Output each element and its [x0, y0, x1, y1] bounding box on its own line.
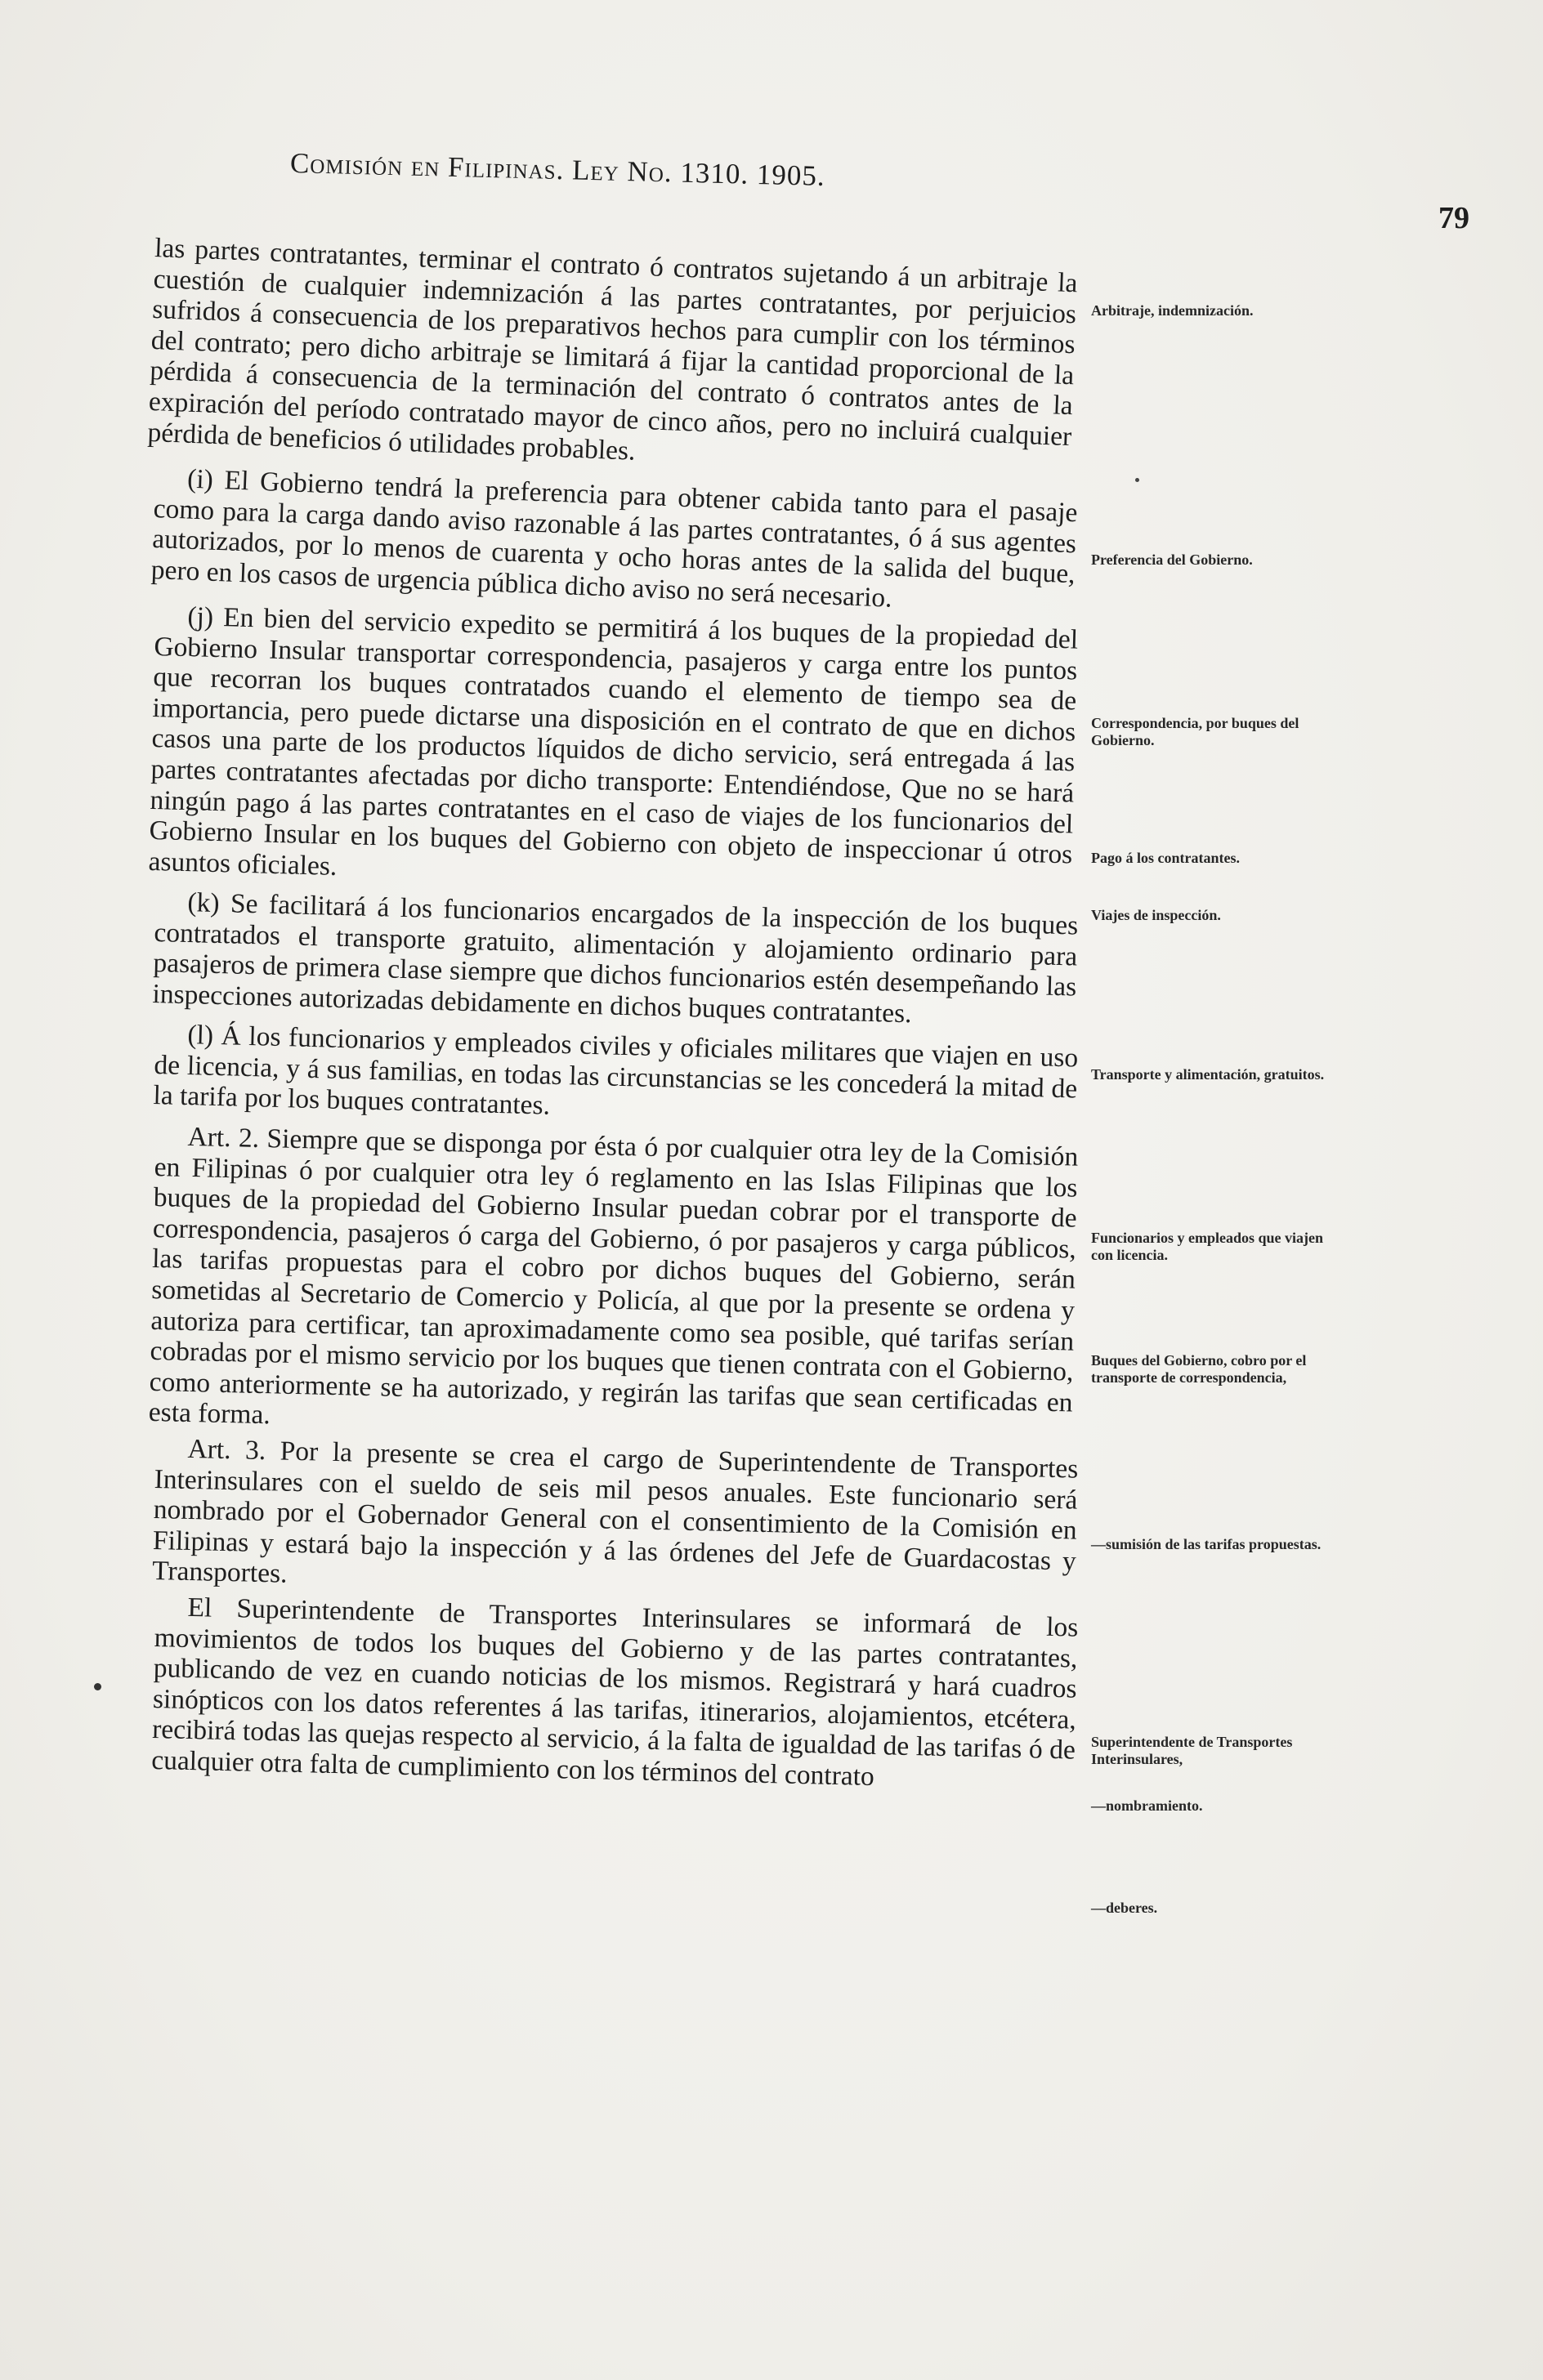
paragraph-superintendent-duties: El Superintendente de Transportes Interinsulares se informará de los movimientos de todos los buques del Gobierno y de las partes contratantes, publicando de vez en cuando noticias de los mismos. Registrará y hará cuadros sinópticos con los datos referentes á las tarifas, itinerarios, alojamientos, etcétera, recibirá todas las quejas respecto al servicio, á la falta de igualdad de las tarifas ó de cualquier otra falta de cumplimiento con los términos del contrato — [150, 1592, 1079, 1792]
bullet-mark — [94, 1683, 101, 1690]
margin-note-deberes: —deberes. — [1091, 1900, 1158, 1916]
margin-note-superintendente: Superintendente de Transportes Interinsulares, — [1091, 1734, 1293, 1767]
body-text — [146, 233, 1079, 1792]
paragraph-arbitration: las partes contratantes, terminar el contrato ó contratos sujetando á un arbitraje la cuestión de cualquier indemnización á las partes contratantes, por perjuicios sufridos á consecuencia de los preparativos hechos para cumplir con los términos del contrato; pero dicho arbitraje se limitará á fijar la cantidad proporcional de la pérdida á consecuencia de la terminación del contrato ó contratos antes de la expiración del período contratado mayor de cinco años, pero no incluirá cualquier pérdida de beneficios ó utilidades probables. — [146, 233, 1079, 467]
margin-note-transporte: Transporte y alimentación, gratuitos. — [1091, 1066, 1325, 1083]
ink-speck — [1135, 478, 1139, 482]
margin-note-arbitraje: Arbitraje, indemnización. — [1091, 302, 1254, 319]
margin-note-preferencia: Preferencia del Gobierno. — [1091, 551, 1253, 568]
paragraph-i-preference: (i) El Gobierno tendrá la preferencia para obtener cabida tanto para el pasaje como para la carga dando aviso razonable á las partes contratantes, ó á sus agentes autorizados, por lo menos de cuarenta y ocho horas antes de la salida del buque, pero en los casos de urgencia pública dicho aviso no será necesario. — [150, 463, 1079, 614]
paragraph-k-inspection-transport: (k) Se facilitará á los funcionarios encargados de la inspección de los buques contratados el transporte gratuito, alimentación y alojamiento ordinario para pasajeros de primera clase siempre que dichos funcionarios estén desempeñando las inspecciones autorizadas debidamente en dichos buques contratantes. — [152, 886, 1079, 1029]
paragraph-j-correspondence: (j) En bien del servicio expedito se permitirá á los buques de la propiedad del Gobierno Insular transportar correspondencia, pasajeros y carga entre los puntos que recorran los buques contratados cuando el elemento de tiempo sea de importancia, pero puede dictarse una disposición en el contrato de que en dichos casos una parte de los productos líquidos de dicho servicio, será entregada á las partes contratantes afectadas por dicho transporte: Entendiéndose, Que no se hará ningún pago á las partes contratantes en el caso de viajes de los funcionarios del Gobierno Insular en los buques del Gobierno con objeto de inspeccionar ú otros asuntos oficiales. — [148, 601, 1079, 882]
margin-note-viajes: Viajes de inspección. — [1091, 907, 1221, 923]
paragraph-art-3: Art. 3. Por la presente se crea el cargo de Superintendente de Transportes Interinsulares con el sueldo de seis mil pesos anuales. Este funcionario será nombrado por el Gobernador General con el consentimiento de la Comisión en Filipinas y estará bajo la inspección y á las órdenes del Jefe de Guardacostas y Transportes. — [151, 1433, 1079, 1590]
margin-note-correspondencia: Correspondencia, por buques del Gobierno. — [1091, 715, 1299, 748]
margin-note-pago: Pago á los contratantes. — [1091, 850, 1240, 866]
margin-note-buques: Buques del Gobierno, cobro por el transporte de correspondencia, — [1091, 1352, 1307, 1386]
margin-note-sumision: —sumisión de las tarifas propuestas. — [1091, 1536, 1322, 1552]
paragraph-art-2: Art. 2. Siempre que se disponga por ésta ó por cualquier otra ley de la Comisión en Filipinas ó por cualquier otra ley ó reglamento en las Islas Filipinas que los buques de la propiedad del Gobierno Insular puedan cobrar por el transporte de correspondencia, pasajeros ó carga del Gobierno, ó por pasajeros y carga públicos, las tarifas propuestas para el cobro por dichos buques del Gobierno, serán sometidas al Secretario de Comercio y Policía, al que por la presente se ordena y autoriza para certificar, tan aproximadamente como sea posible, qué tarifas serían cobradas por el mismo servicio por los buques que tienen contrata con el Gobierno, como anteriormente se ha autorizado, y regirán las tarifas que sean certificadas en esta forma. — [148, 1121, 1079, 1431]
margin-note-funcionarios: Funcionarios y empleados que viajen con licencia. — [1091, 1230, 1324, 1263]
paragraph-l-officials-leave: (l) Á los funcionarios y empleados civiles y oficiales militares que viajen en uso de licencia, y á sus familias, en todas las circunstancias se les concederá la mitad de la tarifa por los buques contratantes. — [153, 1020, 1079, 1122]
running-head: Comisión en Filipinas. Ley No. 1310. 1905. — [289, 147, 826, 192]
page-number: 79 — [1438, 201, 1469, 235]
margin-note-nombramiento: —nombramiento. — [1091, 1797, 1203, 1814]
